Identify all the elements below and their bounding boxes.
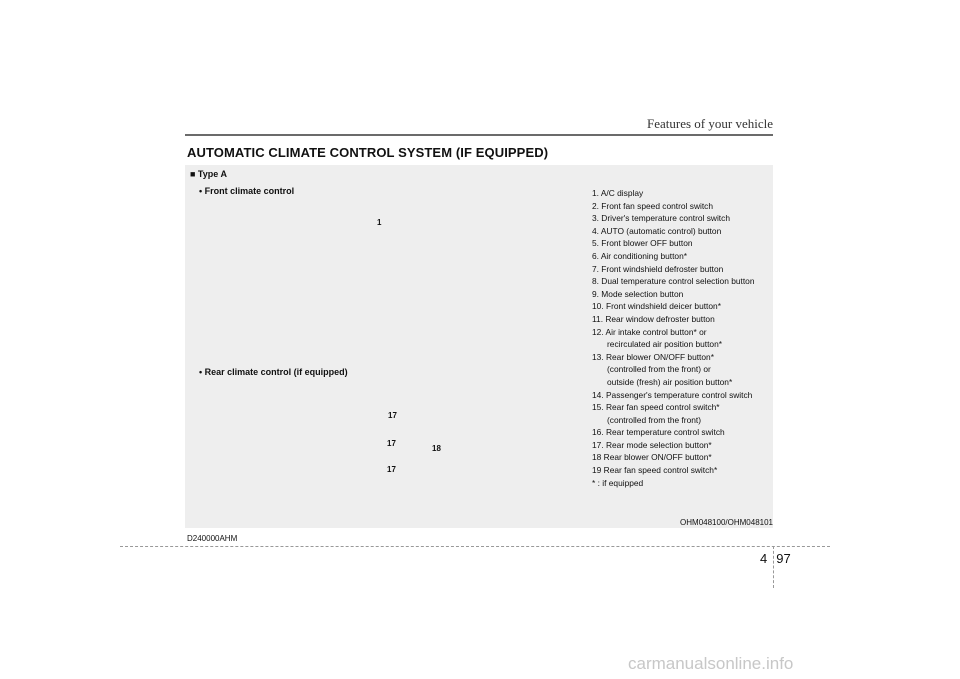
front-climate-label: • Front climate control bbox=[199, 186, 295, 196]
legend-item-text: 8. Dual temperature control selection button bbox=[592, 276, 755, 287]
legend-item-text: 13. Rear blower ON/OFF button* bbox=[592, 351, 714, 362]
legend-item bbox=[592, 237, 772, 250]
legend-item-continuation: (controlled from the front) bbox=[607, 414, 702, 425]
legend-item bbox=[592, 351, 772, 389]
callout-1: 1 bbox=[377, 218, 382, 227]
legend-item bbox=[592, 212, 772, 225]
callout-17-bottom: 17 bbox=[387, 465, 396, 474]
legend-list bbox=[592, 187, 772, 489]
legend-item bbox=[592, 464, 772, 477]
legend-item bbox=[592, 250, 772, 263]
legend-item bbox=[592, 275, 772, 288]
header-rule bbox=[185, 134, 773, 136]
rear-climate-label: • Rear climate control (if equipped) bbox=[199, 367, 348, 377]
legend-item-continuation: outside (fresh) air position button* bbox=[607, 376, 733, 387]
legend-item bbox=[592, 401, 772, 426]
legend-item-text: 14. Passenger's temperature control switch bbox=[592, 389, 753, 400]
legend-item-text: 19 Rear fan speed control switch* bbox=[592, 465, 718, 476]
legend-item-text: 12. Air intake control button* or bbox=[592, 326, 707, 337]
legend-item-text: 5. Front blower OFF button bbox=[592, 238, 693, 249]
legend-item-text: 7. Front windshield defroster button bbox=[592, 263, 724, 274]
document-code: D240000AHM bbox=[187, 534, 238, 543]
page-header-title: Features of your vehicle bbox=[647, 116, 773, 131]
legend-item bbox=[592, 263, 772, 276]
legend-item bbox=[592, 439, 772, 452]
legend-item-text: 15. Rear fan speed control switch* bbox=[592, 402, 720, 413]
section-title: AUTOMATIC CLIMATE CONTROL SYSTEM (IF EQUIPPED) bbox=[187, 145, 549, 160]
legend-item-text: 10. Front windshield deicer button* bbox=[592, 301, 721, 312]
legend-item-text: 16. Rear temperature control switch bbox=[592, 427, 725, 438]
legend-item-text: 2. Front fan speed control switch bbox=[592, 200, 714, 211]
legend-item bbox=[592, 389, 772, 402]
legend-item-text: * : if equipped bbox=[592, 477, 644, 488]
legend-item-continuation: (controlled from the front) or bbox=[607, 364, 711, 375]
image-code: OHM048100/OHM048101 bbox=[680, 518, 773, 527]
legend-item-text: 1. A/C display bbox=[592, 188, 644, 198]
callout-18: 18 bbox=[432, 444, 441, 453]
legend-item bbox=[592, 313, 772, 326]
legend-item-text: 9. Mode selection button bbox=[592, 288, 684, 299]
legend-item bbox=[592, 187, 772, 200]
legend-item-text: 11. Rear window defroster button bbox=[592, 313, 715, 324]
legend-item bbox=[592, 426, 772, 439]
legend-item bbox=[592, 326, 772, 351]
type-label: ■ Type A bbox=[190, 169, 227, 179]
legend-item-text: 6. Air conditioning button* bbox=[592, 250, 687, 261]
page-number bbox=[760, 551, 791, 566]
legend-item-text: 17. Rear mode selection button* bbox=[592, 439, 712, 450]
chapter-number: 4 bbox=[760, 551, 768, 566]
page-number-value: 97 bbox=[776, 551, 791, 566]
watermark: carmanualsonline.info bbox=[628, 654, 794, 673]
legend-item-continuation: recirculated air position button* bbox=[607, 339, 722, 350]
legend-item-text: 3. Driver's temperature control switch bbox=[592, 213, 730, 224]
legend-item bbox=[592, 225, 772, 238]
legend-item bbox=[592, 288, 772, 301]
callout-17-middle: 17 bbox=[387, 439, 396, 448]
footer-rule bbox=[120, 546, 830, 547]
legend-item bbox=[592, 200, 772, 213]
callout-17-top: 17 bbox=[388, 411, 397, 420]
legend-item bbox=[592, 300, 772, 313]
legend-item-text: 18 Rear blower ON/OFF button* bbox=[592, 452, 712, 463]
legend-item bbox=[592, 451, 772, 464]
legend-item bbox=[592, 477, 772, 490]
legend-item-text: 4. AUTO (automatic control) button bbox=[592, 225, 722, 236]
